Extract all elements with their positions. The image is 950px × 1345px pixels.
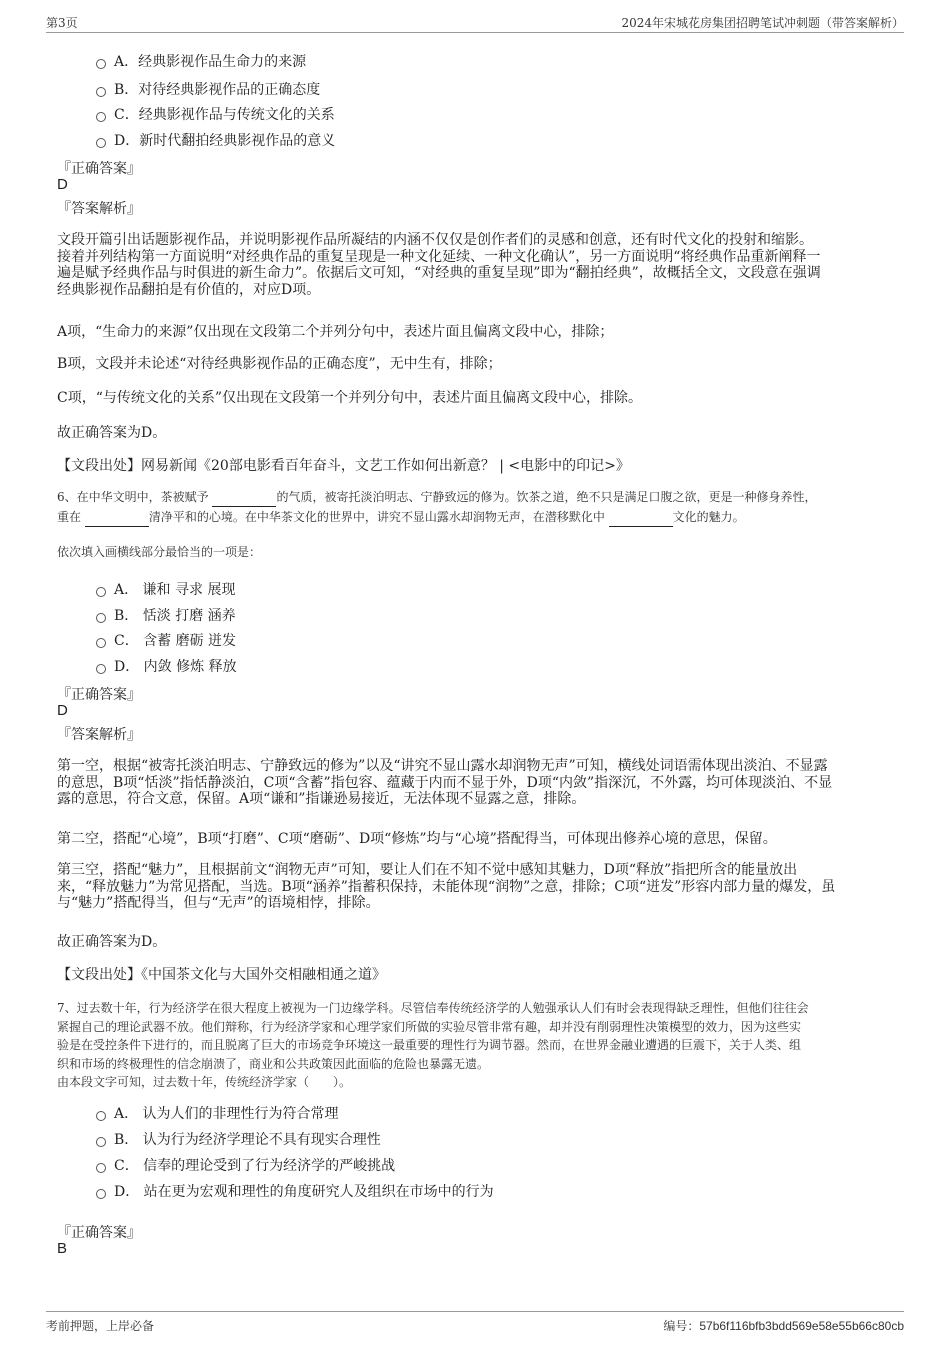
page-footer	[46, 1311, 904, 1336]
document-title: 2024年宋城花房集团招聘笔试冲刺题（带答案解析）	[621, 16, 904, 30]
radio-icon[interactable]	[96, 1137, 106, 1147]
radio-icon[interactable]	[96, 1163, 106, 1173]
q5-analysis: 文段开篇引出话题影视作品，并说明影视作品所凝结的内涵不仅仅是创作者们的灵感和创意，还有时代文化的投射和缩影。 接着并列结构第一方面说明“对经典作品的重复呈现是一种文化延续、一种文化确认”，另一方面说明“将经典作品重新阐释一 遍是赋予经典作品与时俱进的新生命力”。依据后文可知，“对经典的重复呈现”即为“翻拍经典”，故概括全文，文段意在强调 经典影视作品翻拍是有价值的，对应D项。	[57, 232, 821, 298]
q7-option-c[interactable]: C． 信奉的理论受到了行为经济学的严峻挑战	[96, 1155, 395, 1175]
q6-prompt: 依次填入画横线部分最恰当的一项是：	[57, 545, 262, 559]
q5-answer: D	[57, 176, 68, 193]
q5-answer-label: 『正确答案』	[57, 161, 141, 177]
radio-icon[interactable]	[96, 638, 106, 648]
q7-question: 7、过去数十年，行为经济学在很大程度上被视为一门边缘学科。尽管信奉传统经济学的人勉强承认人们有时会表现得缺乏理性，但他们往往会 紧握自己的理论武器不放。他们辩称，行为经济学家和心理学家们所做的实验尽管非常有趣，却并没有削弱理性决策模型的效力，因为这些实 验是在受控条件下进行的，而且脱离了巨大的市场竞争环境这一最重要的理性行为调节器。然而，在世界金融业遭遇的巨震下，关于人类、组 织和市场的终极理性的信念崩溃了，商业和公共政策因此面临的危险也暴露无遗。 由本段文字可知，过去数十年，传统经济学家（ ）。	[57, 1001, 809, 1089]
blank-line	[609, 514, 673, 527]
blank-line	[212, 494, 276, 507]
q7-answer-label: 『正确答案』	[57, 1225, 141, 1241]
page-number: 第3页	[46, 16, 78, 30]
q6-answer: D	[57, 702, 68, 719]
q6-option-d[interactable]: D． 内敛 修炼 释放	[96, 656, 237, 676]
q6-analysis-third: 第三空，搭配“魅力”，且根据前文“润物无声”可知，要让人们在不知不觉中感知其魅力，D项“释放”指把所含的能量放出 来，“释放魅力”为常见搭配，当选。B项“涵养”指蓄积保持，未能体现“润物”之意，排除；C项“迸发”形容内部力量的爆发，虽 与“魅力”搭配得当，但与“无声”的语境相悖，排除。	[57, 862, 836, 911]
q5-option-b[interactable]: B．对待经典影视作品的正确态度	[96, 79, 320, 99]
q6-answer-label: 『正确答案』	[57, 687, 141, 703]
footer-slogan: 考前押题，上岸必备	[46, 1319, 155, 1333]
radio-icon[interactable]	[96, 664, 106, 674]
document-code: 编号：57b6f116bfb3bdd569e58e55b66c80cb	[663, 1319, 904, 1333]
q6-question: 6、在中华文明中，茶被赋予 的气质，被寄托淡泊明志、宁静致远的修为。饮茶之道，绝不只是满足口腹之欲，更是一种修身养性， 重在 清净平和的心境。在中华茶文化的世界中，讲究不显山露水却润物无声，在潜移默化中 文化的魅力。	[57, 487, 897, 527]
radio-icon[interactable]	[96, 613, 106, 623]
q6-source: 【文段出处】《中国茶文化与大国外交相融相通之道》	[57, 967, 386, 983]
q7-answer: B	[57, 1240, 68, 1257]
q5-option-a[interactable]: A．经典影视作品生命力的来源	[96, 51, 306, 71]
q6-option-c[interactable]: C． 含蓄 磨砺 迸发	[96, 630, 236, 650]
radio-icon[interactable]	[96, 587, 106, 597]
q5-conclusion: 故正确答案为D。	[57, 425, 167, 441]
radio-icon[interactable]	[96, 138, 106, 148]
radio-icon[interactable]	[96, 1111, 106, 1121]
q5-note-c: C项，“与传统文化的关系”仅出现在文段第一个并列分句中，表述片面且偏离文段中心，排除。	[57, 390, 643, 406]
q5-analysis-label: 『答案解析』	[57, 201, 141, 217]
q7-option-b[interactable]: B． 认为行为经济学理论不具有现实合理性	[96, 1129, 381, 1149]
q7-option-d[interactable]: D． 站在更为宏观和理性的角度研究人及组织在市场中的行为	[96, 1181, 494, 1201]
q7-option-a[interactable]: A． 认为人们的非理性行为符合常理	[96, 1103, 339, 1123]
q5-option-c[interactable]: C．经典影视作品与传统文化的关系	[96, 104, 335, 124]
q6-analysis-first: 第一空，根据“被寄托淡泊明志、宁静致远的修为”以及“讲究不显山露水却润物无声”可知，横线处词语需体现出淡泊、不显露 的意思，B项“恬淡”指恬静淡泊，C项“含蓄”指包容、蕴藏于内而不显于外，D项“内敛”指深沉，不外露，均可体现淡泊、不显 露的意思，符合文意，保留。A项“谦和”指谦逊易接近，无法体现不显露之意，排除。	[57, 758, 833, 807]
q6-option-b[interactable]: B． 恬淡 打磨 涵养	[96, 605, 236, 625]
q6-analysis-second: 第二空，搭配“心境”，B项“打磨”、C项“磨砺”、D项“修炼”均与“心境”搭配得当，可体现出修养心境的意思，保留。	[57, 831, 777, 847]
radio-icon[interactable]	[96, 112, 106, 122]
radio-icon[interactable]	[96, 1189, 106, 1199]
radio-icon[interactable]	[96, 59, 106, 69]
q6-option-a[interactable]: A． 谦和 寻求 展现	[96, 579, 235, 599]
q6-analysis-label: 『答案解析』	[57, 727, 141, 743]
blank-line	[85, 514, 149, 527]
q5-option-d[interactable]: D．新时代翻拍经典影视作品的意义	[96, 130, 335, 150]
page-header	[46, 10, 904, 33]
q6-conclusion: 故正确答案为D。	[57, 934, 167, 950]
q5-note-b: B项，文段并未论述“对待经典影视作品的正确态度”，无中生有，排除；	[57, 356, 502, 372]
q5-note-a: A项，“生命力的来源”仅出现在文段第二个并列分句中，表述片面且偏离文段中心，排除；	[57, 324, 614, 340]
radio-icon[interactable]	[96, 87, 106, 97]
q5-source: 【文段出处】网易新闻《20部电影看百年奋斗，文艺工作如何出新意？ | <电影中的印记>》	[57, 458, 630, 474]
